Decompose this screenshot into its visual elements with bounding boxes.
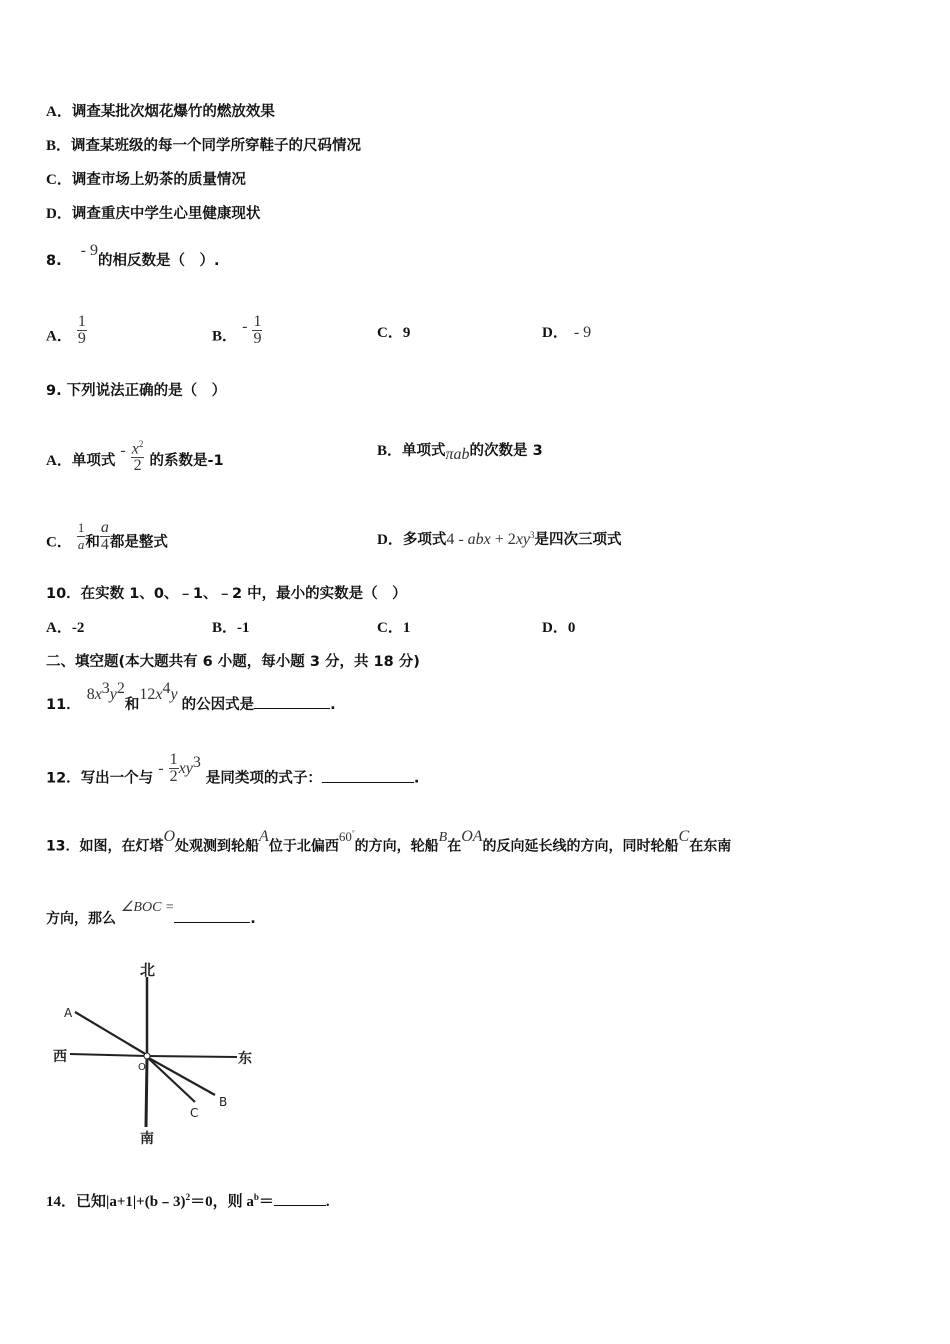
- q11: [46, 680, 336, 714]
- option-label: B．: [46, 138, 72, 154]
- question-text: 如图，在灯塔: [79, 838, 164, 855]
- answer-blank[interactable]: [322, 768, 414, 783]
- minus-sign: -: [120, 442, 126, 460]
- q7-option-b: [46, 137, 361, 155]
- question-number: 11．: [46, 696, 81, 713]
- question-number: 9.: [46, 383, 62, 399]
- angle-expression: ∠BOC =: [120, 900, 175, 915]
- exponent: b: [253, 1192, 259, 1202]
- exponent: 3: [101, 680, 110, 697]
- option-text: 的次数是 3: [469, 443, 543, 459]
- option-text: 是四次三项式: [534, 531, 622, 548]
- answer-blank[interactable]: [174, 908, 250, 923]
- minus-sign: -: [242, 317, 248, 335]
- q9-stem: [46, 382, 226, 400]
- option-text: 调查市场上奶茶的质量情况: [71, 172, 246, 188]
- question-text: 下列说法正确的是（ ）: [66, 383, 227, 399]
- period: .: [250, 911, 256, 927]
- coefficient: 12: [139, 685, 156, 703]
- question-text: 10．在实数 1、0、﹣1、﹣2 中，最小的实数是（ ）: [46, 586, 407, 602]
- option-text: 和: [85, 534, 100, 551]
- option-label: D．: [542, 620, 568, 636]
- option-text: 单项式: [402, 443, 446, 459]
- point-o: O: [163, 827, 176, 845]
- coefficient: 8: [86, 685, 95, 703]
- question-text: 是同类项的式子：: [205, 770, 322, 787]
- option-text: 单项式: [71, 453, 116, 470]
- option-text: 调查重庆中学生心里健康现状: [71, 206, 261, 222]
- question-text: 写出一个与: [80, 770, 154, 787]
- option-label: C．: [46, 534, 72, 551]
- q9-option-c: [46, 519, 168, 559]
- exponent: 3: [530, 530, 535, 540]
- period: .: [325, 1194, 330, 1210]
- math-expression: - 9: [80, 242, 98, 259]
- answer-blank[interactable]: [274, 1191, 326, 1206]
- option-text: 调查某批次烟花爆竹的燃放效果: [71, 104, 275, 120]
- option-text: 9: [402, 325, 411, 341]
- question-number: 14．: [46, 1194, 77, 1210]
- point-c: C: [678, 827, 690, 845]
- q10-option-d: [542, 619, 575, 637]
- option-label: D．: [377, 531, 403, 548]
- denominator: 2: [133, 457, 142, 475]
- south-axis: [146, 1058, 147, 1127]
- math-term: abx: [467, 530, 491, 548]
- question-number: 13．: [46, 838, 80, 855]
- label-c: C: [190, 1106, 199, 1120]
- label-a: A: [64, 1006, 73, 1020]
- option-text: 多项式: [402, 531, 447, 548]
- question-text: 位于北偏西: [268, 838, 339, 855]
- q13-line2: [46, 900, 256, 929]
- denominator: 9: [253, 330, 262, 347]
- q8-option-a: [46, 313, 87, 353]
- q10-option-b: [212, 619, 250, 637]
- option-label: B．: [212, 328, 238, 345]
- question-text: 的反向延长线的方向，同时轮船: [482, 838, 679, 855]
- question-text: 在东南: [689, 838, 732, 855]
- fraction: [77, 520, 86, 553]
- exponent: 2: [116, 680, 125, 697]
- q8-option-d: [542, 324, 591, 342]
- minus-sign: -: [158, 759, 164, 777]
- degree-value: 60: [338, 828, 352, 844]
- exponent: 4: [162, 680, 171, 697]
- q8-option-b: [212, 313, 262, 353]
- period: .: [330, 696, 336, 713]
- q8-option-c: [377, 324, 410, 342]
- option-label: A．: [46, 328, 72, 345]
- degree-symbol: °: [351, 829, 355, 837]
- question-text: ＝0，则 a: [190, 1194, 254, 1210]
- exponent: 2: [138, 439, 144, 449]
- q9-option-d: [377, 526, 622, 549]
- denominator: a: [77, 537, 85, 552]
- question-text: 在: [447, 838, 462, 855]
- option-text: -2: [71, 620, 85, 636]
- north-label: 北: [140, 961, 156, 979]
- point-o-marker: [144, 1053, 150, 1059]
- question-text: 已知|a+1|+(b﹣3): [76, 1194, 186, 1210]
- numerator: 1: [77, 313, 86, 330]
- west-label: 西: [53, 1049, 67, 1065]
- q9-option-b: [377, 442, 543, 463]
- section-title: 二、填空题(本大题共有 6 小题，每小题 3 分，共 18 分): [46, 654, 420, 670]
- math-expression: πab: [445, 446, 470, 463]
- question-text: 和: [124, 696, 140, 713]
- q10-option-c: [377, 619, 410, 637]
- option-text: -1: [237, 620, 250, 636]
- option-label: C．: [377, 325, 403, 341]
- question-number: 12．: [46, 770, 81, 787]
- q10-option-a: [46, 619, 84, 637]
- option-text: 调查某班级的每一个同学所穿鞋子的尺码情况: [71, 138, 362, 154]
- option-label: A．: [46, 104, 72, 120]
- answer-blank[interactable]: [254, 694, 330, 709]
- option-label: C．: [46, 172, 72, 188]
- option-text: 的系数是-1: [149, 453, 224, 470]
- option-label: C．: [377, 620, 403, 636]
- denominator: 4: [100, 536, 109, 553]
- section-heading: [46, 653, 420, 671]
- variable: y: [170, 685, 178, 703]
- option-label: B．: [212, 620, 238, 636]
- q10-stem: [46, 585, 407, 603]
- question-text: 的公因式是: [181, 696, 255, 713]
- var-x: x: [131, 440, 139, 458]
- variable: x: [155, 685, 163, 703]
- compass-figure: [40, 955, 280, 1150]
- east-axis: [147, 1056, 237, 1057]
- numerator: a: [100, 519, 109, 536]
- option-text: 1: [402, 620, 411, 636]
- question-text: 的相反数是（ ）.: [98, 253, 220, 269]
- numerator: 1: [169, 751, 178, 768]
- point-b: B: [438, 829, 448, 845]
- q7-option-c: [46, 171, 246, 189]
- q9-option-a: [46, 439, 224, 480]
- exponent: 3: [192, 753, 201, 771]
- q14: [46, 1188, 330, 1211]
- segment-oa: OA: [461, 827, 483, 845]
- exponent: 2: [185, 1192, 191, 1202]
- q8-stem: [46, 242, 220, 270]
- fraction: [131, 436, 145, 474]
- period: .: [413, 770, 420, 787]
- fraction: [77, 314, 87, 347]
- fraction: [100, 520, 110, 553]
- south-label: 南: [140, 1131, 154, 1147]
- variable: y: [109, 685, 117, 703]
- variable: x: [94, 685, 102, 703]
- west-axis: [70, 1054, 147, 1056]
- q7-option-d: [46, 205, 260, 223]
- question-text: 处观测到轮船: [175, 838, 260, 855]
- ray-oa: [75, 1012, 147, 1055]
- fraction: [252, 314, 262, 347]
- option-label: A．: [46, 620, 72, 636]
- question-number: 8.: [46, 253, 62, 269]
- option-text: - 9: [573, 324, 592, 341]
- option-label: A．: [46, 453, 72, 470]
- math-term: 4 -: [446, 530, 468, 548]
- math-term: xy: [515, 530, 531, 548]
- label-b: B: [219, 1095, 228, 1109]
- variable: xy: [178, 759, 193, 777]
- denominator: 2: [169, 768, 178, 785]
- option-text: 都是整式: [109, 534, 168, 551]
- point-a: A: [259, 827, 269, 845]
- numerator: 1: [77, 520, 85, 535]
- option-text: 0: [567, 620, 576, 636]
- question-text: 方向，那么: [46, 911, 116, 927]
- numerator: [131, 436, 145, 458]
- q13-line1: [46, 827, 732, 857]
- question-text: 的方向，轮船: [354, 838, 439, 855]
- q12: [46, 751, 420, 795]
- option-label: D．: [542, 325, 568, 341]
- question-text: ＝: [258, 1194, 274, 1210]
- q7-option-a: [46, 103, 275, 121]
- option-label: B．: [377, 443, 403, 459]
- east-label: 东: [238, 1051, 252, 1067]
- fraction: [169, 752, 179, 785]
- label-o: O: [138, 1062, 146, 1073]
- numerator: 1: [253, 313, 262, 330]
- denominator: 9: [77, 330, 86, 347]
- math-term: + 2: [490, 530, 516, 548]
- option-label: D．: [46, 206, 72, 222]
